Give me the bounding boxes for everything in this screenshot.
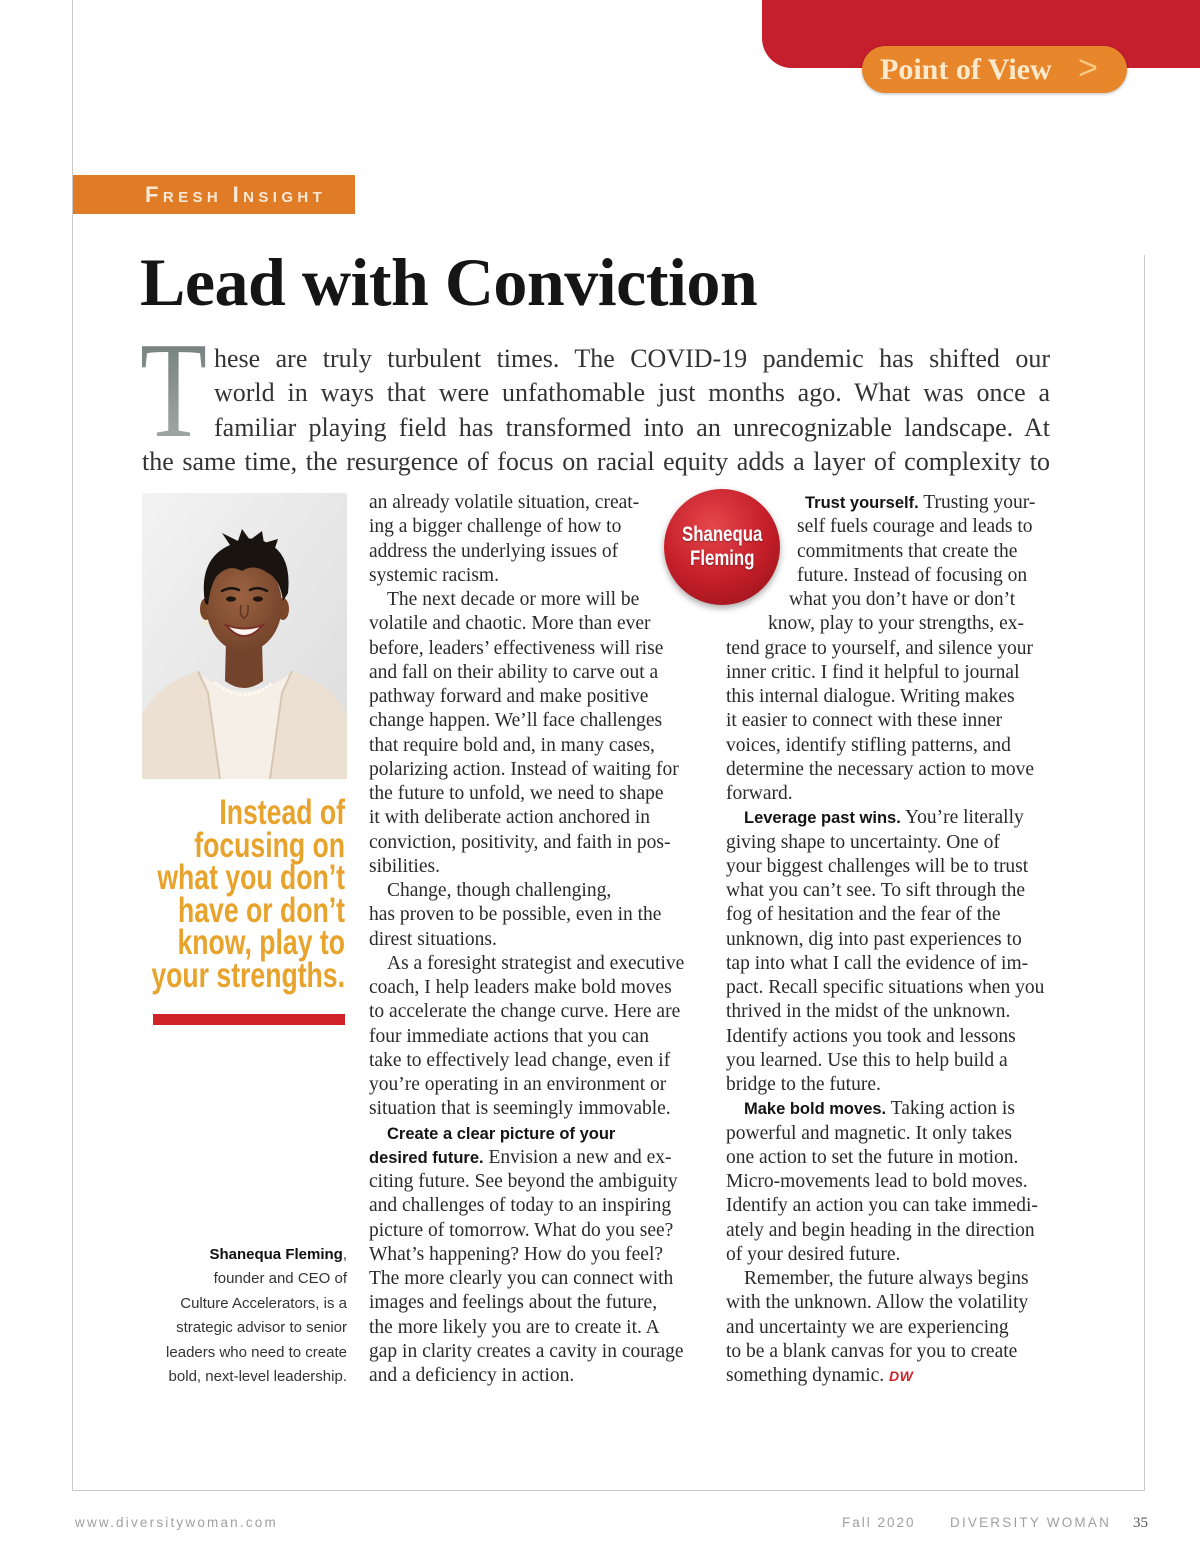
author-photo bbox=[142, 493, 347, 779]
body-text-line: Micro-movements lead to bold moves. bbox=[726, 1171, 1028, 1192]
body-text-line: the more likely you are to create it. A bbox=[369, 1316, 660, 1338]
body-text-line: ately and begin heading in the direction bbox=[726, 1219, 1035, 1241]
body-text-line bbox=[369, 1146, 699, 1170]
body-text-line: what you can’t see. To sift through the bbox=[726, 880, 1026, 901]
body-text-line: sibilities. bbox=[369, 855, 440, 877]
bio-line: strategic advisor to senior bbox=[176, 1319, 347, 1337]
body-text-line: you learned. Use this to help build a bbox=[726, 1049, 1008, 1071]
body-text-run: Taking action is bbox=[886, 1098, 1015, 1120]
run-in-heading: Leverage past wins. bbox=[744, 809, 901, 828]
body-text-line: powerful and magnetic. It only takes bbox=[726, 1122, 1012, 1144]
footer-magazine-name: DIVERSITY WOMAN bbox=[950, 1515, 1112, 1530]
body-text-line: voices, identify stifling patterns, and bbox=[726, 734, 1011, 756]
body-text-line: before, leaders’ effectiveness will rise bbox=[369, 637, 664, 659]
body-text-line: what you don’t have or don’t bbox=[789, 589, 1016, 610]
body-text-line: commitments that create the bbox=[797, 540, 1018, 562]
bio-name: Shanequa Fleming bbox=[209, 1246, 343, 1263]
body-text-line: and challenges of today to an inspiring bbox=[369, 1195, 672, 1217]
page-frame-right bbox=[1144, 255, 1145, 1491]
body-text-line: four immediate actions that you can bbox=[369, 1025, 649, 1047]
body-text-line: tap into what I call the evidence of im- bbox=[726, 952, 1029, 974]
body-text-line: Identify actions you took and lessons bbox=[726, 1025, 1016, 1047]
body-text-line: address the underlying issues of bbox=[369, 540, 619, 562]
article-intro bbox=[142, 342, 1050, 480]
footer-issue: Fall 2020 bbox=[842, 1515, 916, 1530]
body-text-line bbox=[726, 491, 1056, 515]
body-text-line: volatile and chaotic. More than ever bbox=[369, 613, 651, 635]
body-text-line bbox=[726, 1097, 1056, 1121]
body-text-line: and a deficiency in action. bbox=[369, 1365, 575, 1386]
body-text-line: your biggest challenges will be to trust bbox=[726, 855, 1029, 877]
page-frame-left bbox=[72, 0, 73, 1491]
article-title: Lead with Conviction bbox=[140, 244, 758, 320]
body-text-line: fog of hesitation and the fear of the bbox=[726, 904, 1001, 926]
chevron-right-icon: > bbox=[1078, 49, 1098, 87]
badge-first-name: Shanequa bbox=[681, 523, 763, 546]
intro-line: familiar playing field has transformed into an unrecognizable landscape. At bbox=[214, 412, 1050, 442]
section-tab-label: Point of View bbox=[880, 53, 1052, 86]
drop-cap: T bbox=[140, 314, 207, 466]
badge-last-name: Fleming bbox=[689, 547, 755, 570]
body-text-line: it with deliberate action anchored in bbox=[369, 807, 651, 829]
body-text-line: that require bold and, in many cases, bbox=[369, 734, 655, 756]
body-text-line: change happen. We’ll face challenges bbox=[369, 710, 663, 732]
body-text-line: this internal dialogue. Writing makes bbox=[726, 686, 1015, 707]
run-in-heading: Trust yourself. bbox=[805, 494, 919, 512]
run-in-heading: Make bold moves. bbox=[744, 1100, 887, 1119]
run-in-heading: Create a clear picture of your bbox=[387, 1124, 616, 1143]
body-text-line: Change, though challenging, bbox=[387, 880, 612, 901]
body-text-run: You’re literally bbox=[900, 807, 1024, 829]
body-text-line: pact. Recall specific situations when you bbox=[726, 977, 1045, 998]
pull-quote-line: have or don’t bbox=[177, 890, 345, 930]
body-text-run: something dynamic. bbox=[726, 1365, 890, 1386]
footer-website: www.diversitywoman.com bbox=[75, 1515, 278, 1530]
body-text-line: has proven to be possible, even in the bbox=[369, 904, 662, 926]
body-text-line: As a foresight strategist and executive bbox=[387, 952, 685, 974]
body-text-line: picture of tomorrow. What do you see? bbox=[369, 1219, 674, 1241]
pull-quote-line: what you don’t bbox=[157, 858, 345, 898]
body-text-line bbox=[726, 806, 1056, 830]
body-text-line: thrived in the midst of the unknown. bbox=[726, 1001, 1011, 1023]
body-text-line: self fuels courage and leads to bbox=[797, 516, 1033, 538]
body-text-line: inner critic. I find it helpful to journal bbox=[726, 661, 1020, 683]
body-text-line: an already volatile situation, creat- bbox=[369, 492, 640, 513]
body-text-line bbox=[726, 1364, 1056, 1388]
body-text-line: giving shape to uncertainty. One of bbox=[726, 831, 1000, 853]
body-text-line: pathway forward and make positive bbox=[369, 686, 649, 707]
body-text-line: the future to unfold, we need to shape bbox=[369, 783, 664, 804]
pull-quote-rule bbox=[153, 1014, 345, 1025]
intro-line: the same time, the resurgence of focus on racial equity adds a layer of complexity to bbox=[142, 447, 1050, 477]
intro-line: hese are truly turbulent times. The COVID-19 pandemic has shifted our bbox=[214, 344, 1050, 373]
body-text-line: gap in clarity creates a cavity in courage bbox=[369, 1340, 684, 1362]
body-text-line bbox=[369, 1122, 699, 1146]
body-text-line: determine the necessary action to move bbox=[726, 758, 1035, 780]
body-text-line: and uncertainty we are experiencing bbox=[726, 1316, 1009, 1338]
body-text-line: to be a blank canvas for you to create bbox=[726, 1340, 1018, 1362]
bio-line: founder and CEO of bbox=[213, 1270, 347, 1288]
pull-quote-line: your strengths. bbox=[151, 955, 345, 995]
bio-name-line bbox=[147, 1243, 347, 1267]
body-text-run: Envision a new and ex- bbox=[483, 1146, 672, 1168]
author-bio bbox=[147, 1243, 347, 1389]
body-text-line: take to effectively lead change, even if bbox=[369, 1049, 671, 1071]
body-text-line: future. Instead of focusing on bbox=[797, 564, 1028, 586]
body-text-line: citing future. See beyond the ambiguity bbox=[369, 1171, 678, 1192]
run-in-heading: desired future. bbox=[369, 1148, 484, 1167]
body-text-line: it easier to connect with these inner bbox=[726, 710, 1003, 732]
body-text-line: Remember, the future always begins bbox=[744, 1268, 1029, 1289]
body-column-right bbox=[726, 491, 1056, 1388]
pull-quote bbox=[85, 793, 345, 995]
body-text-line: bridge to the future. bbox=[726, 1074, 881, 1095]
body-text-line: unknown, dig into past experiences to bbox=[726, 928, 1022, 950]
bio-line: leaders who need to create bbox=[166, 1343, 347, 1361]
body-text-line: to accelerate the change curve. Here are bbox=[369, 1001, 681, 1023]
body-text-line: The next decade or more will be bbox=[387, 589, 640, 610]
body-text-line: images and feelings about the future, bbox=[369, 1292, 658, 1314]
body-text-line: tend grace to yourself, and silence your bbox=[726, 637, 1034, 659]
bio-line: Culture Accelerators, is a bbox=[180, 1294, 347, 1312]
body-text-line: direst situations. bbox=[369, 928, 497, 950]
body-text-line: of your desired future. bbox=[726, 1243, 901, 1265]
body-text-run: Trusting your- bbox=[918, 492, 1036, 513]
bio-name-suffix: , bbox=[342, 1246, 347, 1263]
page-frame-bottom bbox=[72, 1490, 1145, 1491]
body-text-line: The more clearly you can connect with bbox=[369, 1268, 674, 1289]
body-text-line: with the unknown. Allow the volatility bbox=[726, 1292, 1029, 1314]
body-text-line: and fall on their ability to carve out a bbox=[369, 661, 659, 683]
body-text-line: you’re operating in an environment or bbox=[369, 1074, 667, 1095]
body-text-line: coach, I help leaders make bold moves bbox=[369, 977, 672, 998]
body-text-line: polarizing action. Instead of waiting for bbox=[369, 758, 679, 780]
pull-quote-line: focusing on bbox=[194, 825, 345, 865]
footer-page-number: 35 bbox=[1133, 1515, 1148, 1531]
body-text-line: forward. bbox=[726, 783, 793, 804]
body-text-line: Identify an action you can take immedi- bbox=[726, 1195, 1038, 1217]
body-text-line: conviction, positivity, and faith in pos- bbox=[369, 831, 671, 853]
author-badge bbox=[664, 489, 780, 605]
bio-line: bold, next-level leadership. bbox=[168, 1368, 347, 1386]
body-text-line: ing a bigger challenge of how to bbox=[369, 516, 622, 538]
intro-line: world in ways that were unfathomable just months ago. What was once a bbox=[214, 378, 1050, 408]
body-text-line: situation that is seemingly immovable. bbox=[369, 1098, 671, 1120]
body-text-line: What’s happening? How do you feel? bbox=[369, 1243, 664, 1265]
category-label-box bbox=[73, 175, 355, 214]
pull-quote-line: Instead of bbox=[219, 793, 345, 832]
category-label: Fresh Insight bbox=[145, 182, 327, 207]
body-text-line: know, play to your strengths, ex- bbox=[768, 613, 1024, 635]
section-tab bbox=[862, 46, 1127, 93]
body-text-line: one action to set the future in motion. bbox=[726, 1146, 1019, 1168]
end-mark: DW bbox=[889, 1368, 914, 1384]
pull-quote-line: know, play to bbox=[177, 923, 345, 963]
body-column-middle bbox=[369, 491, 699, 1388]
body-text-line: systemic racism. bbox=[369, 564, 499, 586]
